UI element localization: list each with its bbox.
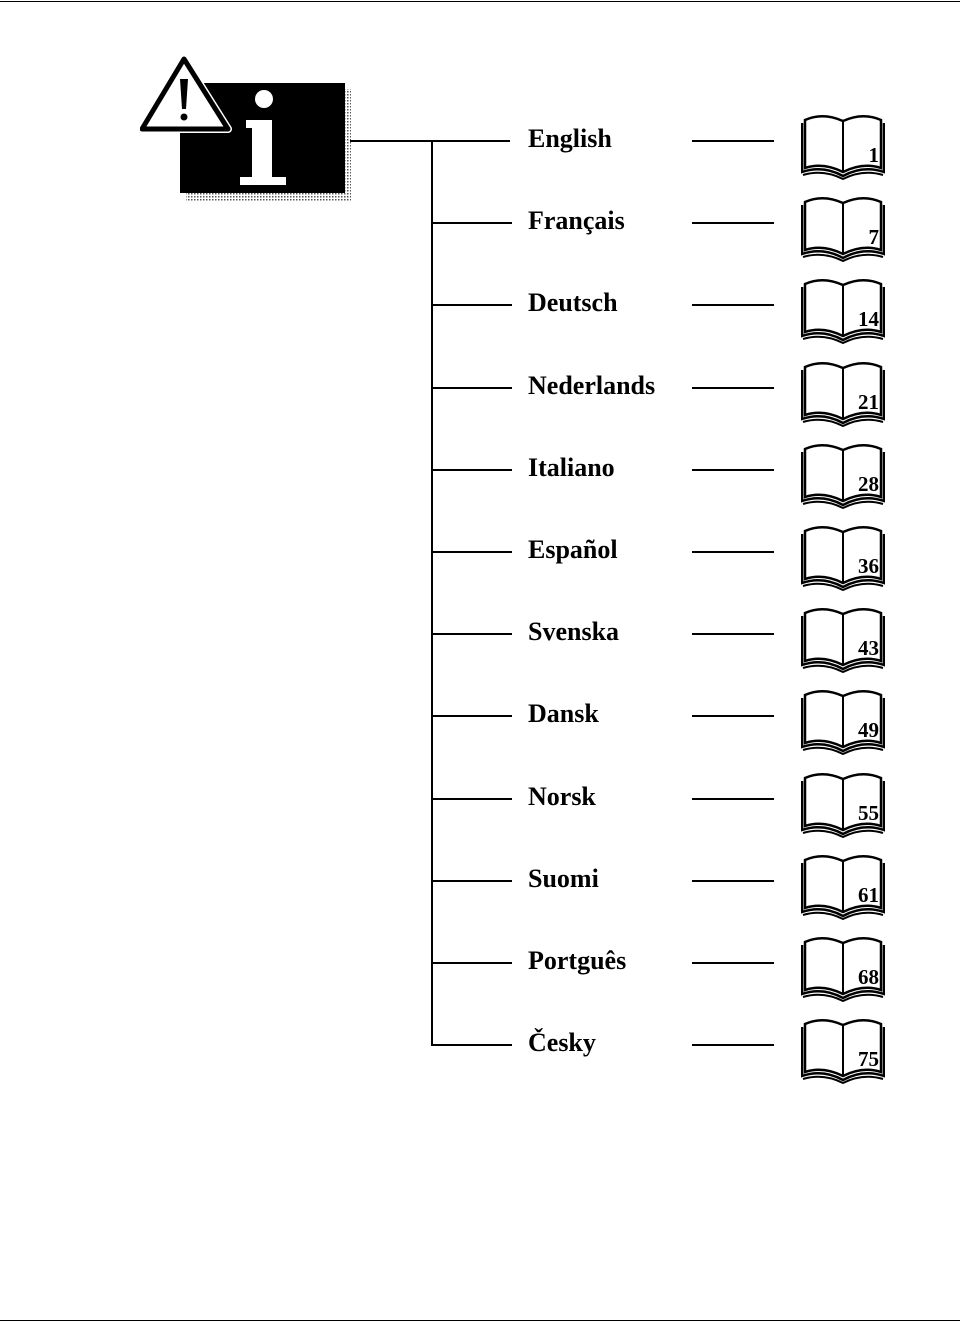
leader-line bbox=[692, 222, 774, 224]
page-reference bbox=[801, 1016, 885, 1084]
page-number: 43 bbox=[858, 636, 879, 660]
page-reference bbox=[801, 276, 885, 344]
page-reference bbox=[801, 770, 885, 838]
leader-line bbox=[692, 798, 774, 800]
root-connector-line bbox=[350, 140, 510, 142]
page-reference bbox=[801, 852, 885, 920]
branch-line bbox=[431, 1044, 512, 1046]
language-label: English bbox=[528, 124, 612, 153]
leader-line bbox=[692, 304, 774, 306]
page-reference bbox=[801, 441, 885, 509]
language-label: Deutsch bbox=[528, 288, 618, 317]
bottom-rule bbox=[0, 1320, 960, 1321]
branch-line bbox=[431, 633, 512, 635]
language-label: Italiano bbox=[528, 453, 615, 482]
language-label: Español bbox=[528, 535, 618, 564]
leader-line bbox=[692, 469, 774, 471]
language-label: Norsk bbox=[528, 782, 596, 811]
page-reference bbox=[801, 112, 885, 180]
page-number: 68 bbox=[858, 965, 879, 989]
page-number: 1 bbox=[868, 143, 879, 167]
leader-line bbox=[692, 140, 774, 142]
page-number: 61 bbox=[858, 883, 879, 907]
branch-line bbox=[431, 469, 512, 471]
tree-trunk-line bbox=[431, 141, 433, 1044]
branch-line bbox=[431, 304, 512, 306]
page-reference bbox=[801, 605, 885, 673]
page-number: 36 bbox=[858, 554, 879, 578]
language-label: Česky bbox=[528, 1028, 596, 1057]
branch-line bbox=[431, 798, 512, 800]
top-rule bbox=[0, 1, 960, 2]
leader-line bbox=[692, 551, 774, 553]
branch-line bbox=[431, 962, 512, 964]
language-label: Français bbox=[528, 206, 625, 235]
page-number: 75 bbox=[858, 1047, 879, 1071]
branch-line bbox=[431, 715, 512, 717]
page-reference bbox=[801, 523, 885, 591]
page-number: 14 bbox=[858, 307, 879, 331]
branch-line bbox=[431, 880, 512, 882]
page-number: 21 bbox=[858, 390, 879, 414]
language-label: Portguês bbox=[528, 946, 627, 975]
page-number: 28 bbox=[858, 472, 879, 496]
language-label: Svenska bbox=[528, 617, 620, 646]
leader-line bbox=[692, 715, 774, 717]
branch-line bbox=[431, 222, 512, 224]
page-reference bbox=[801, 359, 885, 427]
branch-line bbox=[431, 387, 512, 389]
leader-line bbox=[692, 880, 774, 882]
language-label: Suomi bbox=[528, 864, 599, 893]
leader-line bbox=[692, 1044, 774, 1046]
page-number: 7 bbox=[868, 225, 879, 249]
page-reference bbox=[801, 687, 885, 755]
page-number: 49 bbox=[858, 718, 879, 742]
leader-line bbox=[692, 962, 774, 964]
warning-info-icon bbox=[140, 55, 355, 205]
branch-line bbox=[431, 551, 512, 553]
language-label: Dansk bbox=[528, 699, 599, 728]
page-number: 55 bbox=[858, 801, 879, 825]
leader-line bbox=[692, 633, 774, 635]
leader-line bbox=[692, 387, 774, 389]
page-reference bbox=[801, 194, 885, 262]
page-reference bbox=[801, 934, 885, 1002]
language-label: Nederlands bbox=[528, 371, 656, 400]
